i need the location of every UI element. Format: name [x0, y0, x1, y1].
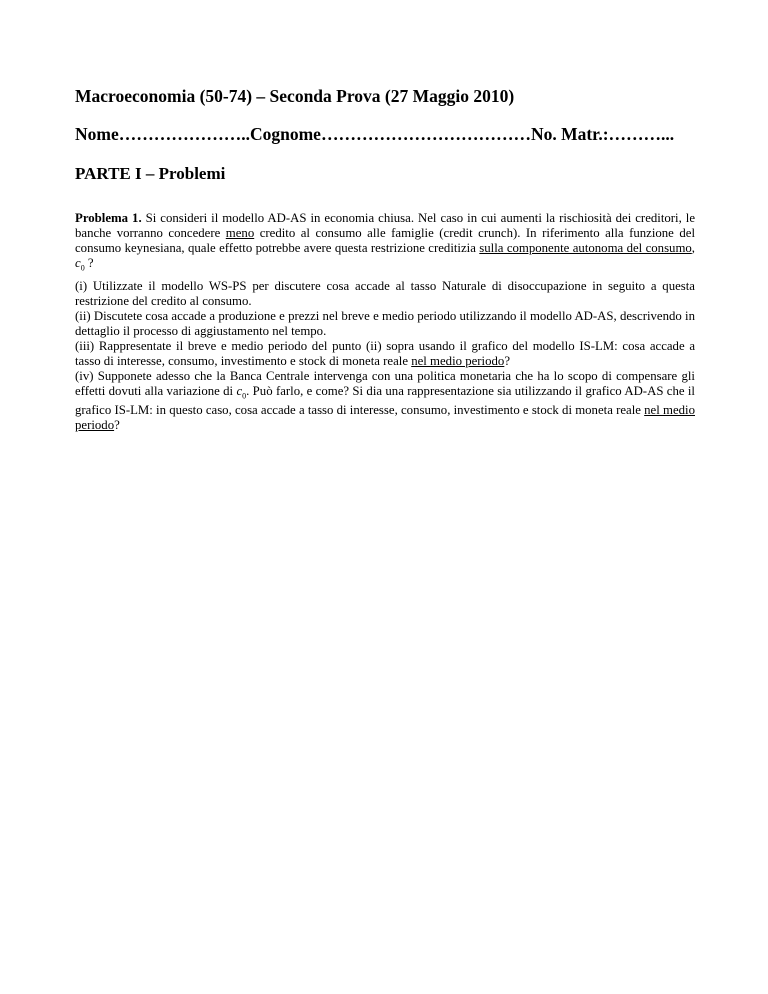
- student-name-line: Nome…………………..Cognome………………………………No. Matr.:………...: [75, 124, 675, 144]
- problem-1-underline-meno: meno: [225, 226, 255, 240]
- c0-symbol-2: $c_0$: [236, 383, 247, 401]
- problem-1-intro-text-2: credito al consumo alle famiglie (credit crunch). In riferimento alla funzione del consumo keynesiana, quale effetto potrebbe avere questa restrizione creditizia: [75, 226, 695, 255]
- exam-title: Macroeconomia (50-74) – Seconda Prova (27 Maggio 2010): [75, 86, 515, 106]
- question-iii: (iii) Rappresentate il breve e medio periodo del punto (ii) sopra usando il grafico del modello IS-LM: cosa accade a tasso di interesse, consumo, investimento e stock di moneta reale nel medio periodo?: [75, 338, 695, 368]
- section-heading: PARTE I – Problemi: [75, 164, 226, 183]
- question-i: (i) Utilizzate il modello WS-PS per discutere cosa accade al tasso Naturale di disoccupazione in seguito a questa restrizione del credito al consumo.: [75, 278, 695, 308]
- problem-1-underline-component: sulla componente autonoma del consumo: [479, 241, 692, 255]
- question-iv: (iv) Supponete adesso che la Banca Centrale intervenga con una politica monetaria che ha lo scopo di compensare gli effetti dovuti alla variazione di $c_0$. Può farlo, e come? Si dia una rappresentazione sia utilizzando il grafico AD-AS che il grafico IS-LM: in questo caso, cosa accade a tasso di interesse, consumo, investimento e stock di moneta reale nel medio periodo?: [75, 368, 695, 433]
- question-iii-underline: nel medio periodo: [411, 353, 505, 368]
- c0-symbol: $c_0$: [75, 256, 85, 273]
- problem-1-intro-text-1: Si consideri il modello AD-AS in economia chiusa. Nel caso in cui aumenti la rischiosità dei creditori, le banche vorranno concedere: [75, 211, 696, 240]
- problem-1-label: Problema 1.: [75, 211, 142, 225]
- problem-1: [75, 211, 695, 433]
- question-iv-underline: nel medio periodo: [75, 403, 695, 433]
- problem-1-intro-end: ?: [84, 256, 94, 270]
- problem-1-intro-text-3: ,: [691, 241, 695, 255]
- problem-1-intro: [75, 211, 695, 276]
- question-ii: (ii) Discutete cosa accade a produzione e prezzi nel breve e medio periodo utilizzando il modello AD-AS, descrivendo in dettaglio il processo di aggiustamento nel tempo.: [75, 308, 695, 338]
